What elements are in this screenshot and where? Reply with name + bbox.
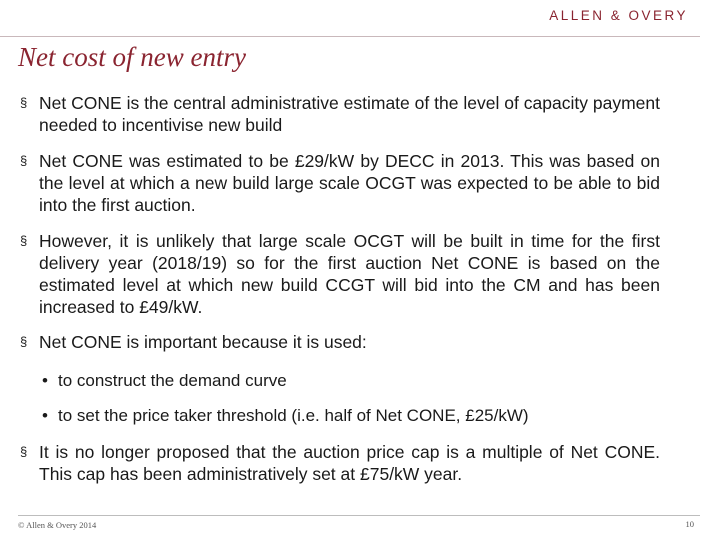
footer-divider xyxy=(18,515,700,516)
dot-bullet-icon: • xyxy=(42,371,48,390)
page-number: 10 xyxy=(685,519,694,529)
copyright-notice: © Allen & Overy 2014 xyxy=(18,520,97,530)
slide-content xyxy=(20,92,660,485)
sub-bullet-demand-curve xyxy=(20,370,660,392)
section-bullet-icon: § xyxy=(20,153,28,168)
bullet-net-cone-definition xyxy=(20,92,660,136)
section-bullet-icon: § xyxy=(20,95,28,110)
dot-bullet-icon: • xyxy=(42,406,48,425)
section-bullet-icon: § xyxy=(20,444,28,459)
bullet-text: Net CONE is important because it is used: xyxy=(39,332,367,352)
bullet-text: Net CONE is the central administrative estimate of the level of capacity payment needed to incentivise new build xyxy=(39,93,660,135)
bullet-price-cap xyxy=(20,441,660,485)
bullet-net-cone-estimate xyxy=(20,150,660,216)
sub-bullet-text: to construct the demand curve xyxy=(58,371,287,390)
sub-bullet-text: to set the price taker threshold (i.e. half of Net CONE, £25/kW) xyxy=(58,406,529,425)
bullet-text: Net CONE was estimated to be £29/kW by DECC in 2013. This was based on the level at which a new build large scale OCGT was expected to be able to bid into the first auction. xyxy=(39,151,660,215)
section-bullet-icon: § xyxy=(20,233,28,248)
bullet-text: However, it is unlikely that large scale OCGT will be built in time for the first delivery year (2018/19) so for the first auction Net CONE is based on the estimated level at which new build CCGT will bid into the CM and has been increased to £49/kW. xyxy=(39,231,660,317)
slide-title: Net cost of new entry xyxy=(18,42,246,72)
section-bullet-icon: § xyxy=(20,334,28,349)
bullet-ccgt-first-auction xyxy=(20,230,660,318)
allen-overy-logo: ALLEN & OVERY xyxy=(549,8,688,23)
bullet-net-cone-importance xyxy=(20,331,660,353)
title-divider xyxy=(0,36,700,37)
sub-bullet-price-taker xyxy=(20,405,660,427)
bullet-text: It is no longer proposed that the auction price cap is a multiple of Net CONE. This cap has been administratively set at £75/kW year. xyxy=(39,442,660,484)
